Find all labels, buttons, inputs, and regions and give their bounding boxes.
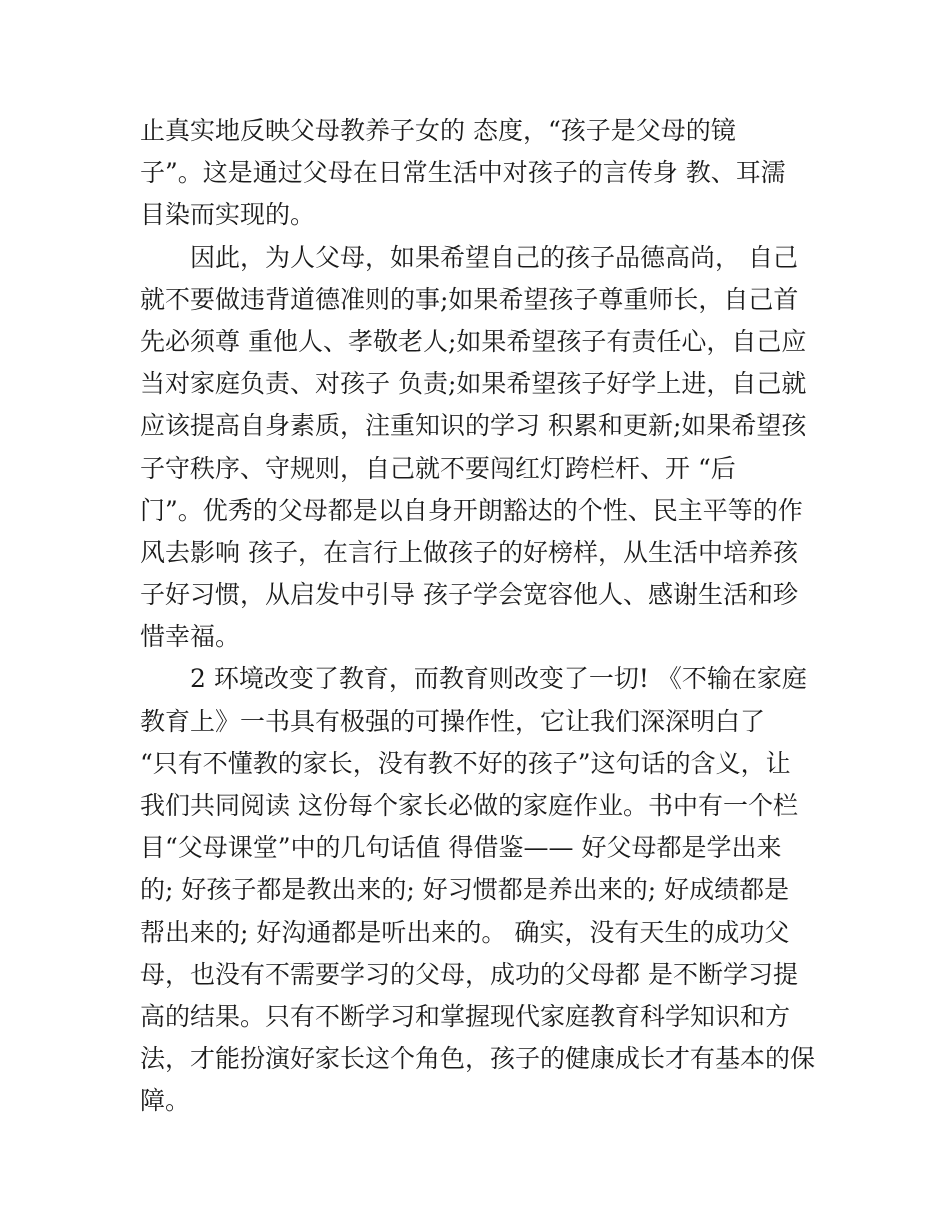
text-line: 就不要做违背道德准则的事;如果希望孩子尊重师长，自己首 (140, 284, 799, 314)
text-line: “只有不懂教的家长，没有教不好的孩子”这句话的含义，让 (140, 748, 791, 778)
text-line: 子”。这是通过父母在日常生活中对孩子的言传身 教、耳濡 (140, 158, 786, 188)
text-line: 子好习惯，从启发中引导 孩子学会宽容他人、感谢生活和珍 (140, 580, 798, 610)
text-line: 教育上》一书具有极强的可操作性，它让我们深深明白了 (140, 706, 766, 736)
text-line: 风去影响 孩子，在言行上做孩子的好榜样，从生活中培养孩 (140, 537, 798, 567)
text-line: 门”。优秀的父母都是以自身开朗豁达的个性、民主平等的作 (140, 495, 803, 525)
text-line: 的; 好孩子都是教出来的; 好习惯都是养出来的; 好成绩都是 (140, 875, 790, 905)
text-line: 帮出来的; 好沟通都是听出来的。 确实，没有天生的成功父 (140, 917, 790, 947)
text-line: 先必须尊 重他人、孝敬老人;如果希望孩子有责任心，自己应 (140, 326, 807, 356)
text-line: 目染而实现的。 (140, 200, 316, 230)
text-line: 我们共同阅读 这份每个家长必做的家庭作业。书中有一个栏 (140, 791, 798, 820)
text-line: 法，才能扮演好家长这个角色，孩子的健康成长才有基本的保 (140, 1044, 816, 1074)
text-line: 目“父母课堂”中的几句话值 得借鉴—— 好父母都是学出来 (140, 833, 782, 863)
text-line: 母，也没有不需要学习的父母，成功的父母都 是不断学习提 (140, 959, 798, 989)
text-line: 惜幸福。 (140, 622, 241, 652)
text-line: 子守秩序、守规则，自己就不要闯红灯跨栏杆、开 “后 (140, 453, 736, 483)
body-text (140, 110, 820, 1123)
paragraph-start-line: 因此，为人父母，如果希望自己的孩子品德高尚， 自己 (190, 242, 798, 272)
text-line: 止真实地反映父母教养子女的 态度，“孩子是父母的镜 (140, 116, 736, 145)
text-line: 应该提高自身素质，注重知识的学习 积累和更新;如果希望孩 (140, 411, 807, 441)
text-line: 障。 (140, 1086, 191, 1116)
text-line: 当对家庭负责、对孩子 负责;如果希望孩子好学上进，自己就 (140, 369, 807, 399)
text-line: 高的结果。只有不断学习和掌握现代家庭教育科学知识和方 (140, 1001, 791, 1031)
paragraph-start-line: 2 环境改变了教育，而教育则改变了一切! 《不输在家庭 (190, 664, 807, 694)
